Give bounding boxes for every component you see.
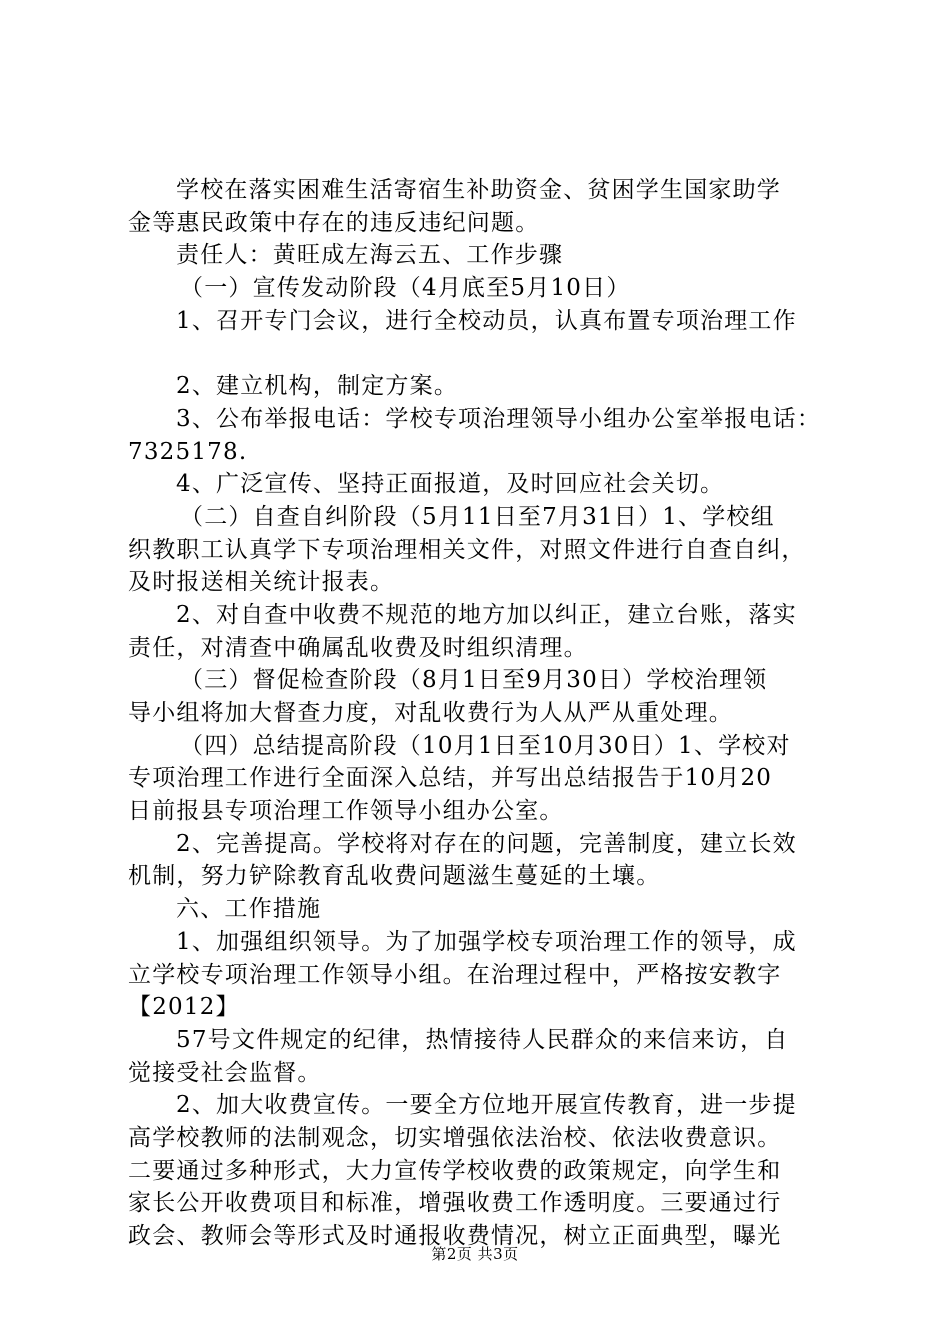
paragraph-line: 1、加强组织领导。为了加强学校专项治理工作的领导，成 — [176, 928, 797, 955]
paragraph-line: 2、完善提高。学校将对存在的问题，完善制度，建立长效 — [176, 830, 797, 857]
paragraph-line: 觉接受社会监督。 — [128, 1059, 322, 1086]
paragraph-line: 高学校教师的法制观念，切实增强依法治校、依法收费意识。 — [128, 1124, 782, 1151]
paragraph-line: 1、召开专门会议，进行全校动员，认真布置专项治理工作 — [176, 307, 797, 334]
page-number-footer: 第2页 共3页 — [431, 1245, 519, 1263]
paragraph-line: 57号文件规定的纪律，热情接待人民群众的来信来访，自 — [176, 1026, 789, 1053]
paragraph-line: 专项治理工作进行全面深入总结，并写出总结报告于10月20 — [128, 765, 773, 792]
paragraph-line: 2、建立机构，制定方案。 — [176, 373, 459, 400]
section-heading: （二）自查自纠阶段（5月11日至7月31日）1、学校组 — [180, 503, 775, 530]
blank-line — [128, 337, 838, 370]
paragraph-line: 立学校专项治理工作领导小组。在治理过程中，严格按安教字 — [128, 961, 782, 988]
paragraph-line: 2、加大收费宣传。一要全方位地开展宣传教育，进一步提 — [176, 1092, 797, 1119]
paragraph-line: 7325178. — [128, 438, 248, 465]
paragraph-line: 4、广泛宣传、坚持正面报道，及时回应社会关切。 — [176, 471, 725, 498]
paragraph-line: 导小组将加大督查力度，对乱收费行为人从严从重处理。 — [128, 700, 733, 726]
paragraph-line: 政会、教师会等形式及时通报收费情况，树立正面典型，曝光 — [128, 1223, 782, 1249]
paragraph-line: 学校在落实困难生活寄宿生补助资金、贫困学生国家助学 — [176, 177, 781, 203]
paragraph-line: 织教职工认真学下专项治理相关文件，对照文件进行自查自纠， — [128, 536, 806, 563]
paragraph-line: 3、公布举报电话：学校专项治理领导小组办公室举报电话： — [176, 405, 822, 432]
paragraph-line: 2、对自查中收费不规范的地方加以纠正，建立台账，落实 — [176, 601, 797, 628]
paragraph-line: 金等惠民政策中存在的违反违纪问题。 — [128, 209, 540, 236]
document-body — [128, 174, 838, 1253]
paragraph-line: 及时报送相关统计报表。 — [128, 569, 395, 596]
paragraph-line: 责任人：黄旺成左海云五、工作步骤 — [176, 242, 564, 269]
paragraph-line: 机制，努力铲除教育乱收费问题滋生蔓延的土壤。 — [128, 863, 661, 890]
section-heading: 六、工作措施 — [176, 896, 322, 923]
paragraph-line: 【2012】 — [128, 994, 240, 1021]
paragraph-line: 二要通过多种形式，大力宣传学校收费的政策规定，向学生和 — [128, 1157, 782, 1184]
section-heading: （三）督促检查阶段（8月1日至9月30日）学校治理领 — [180, 667, 768, 694]
paragraph-line: 日前报县专项治理工作领导小组办公室。 — [128, 798, 564, 825]
paragraph-line: 责任，对清查中确属乱收费及时组织清理。 — [128, 634, 588, 661]
paragraph-line: 家长公开收费项目和标准，增强收费工作透明度。三要通过行 — [128, 1190, 782, 1217]
section-heading: （一）宣传发动阶段（4月底至5月10日） — [180, 275, 631, 302]
section-heading: （四）总结提高阶段（10月1日至10月30日）1、学校对 — [180, 732, 791, 759]
